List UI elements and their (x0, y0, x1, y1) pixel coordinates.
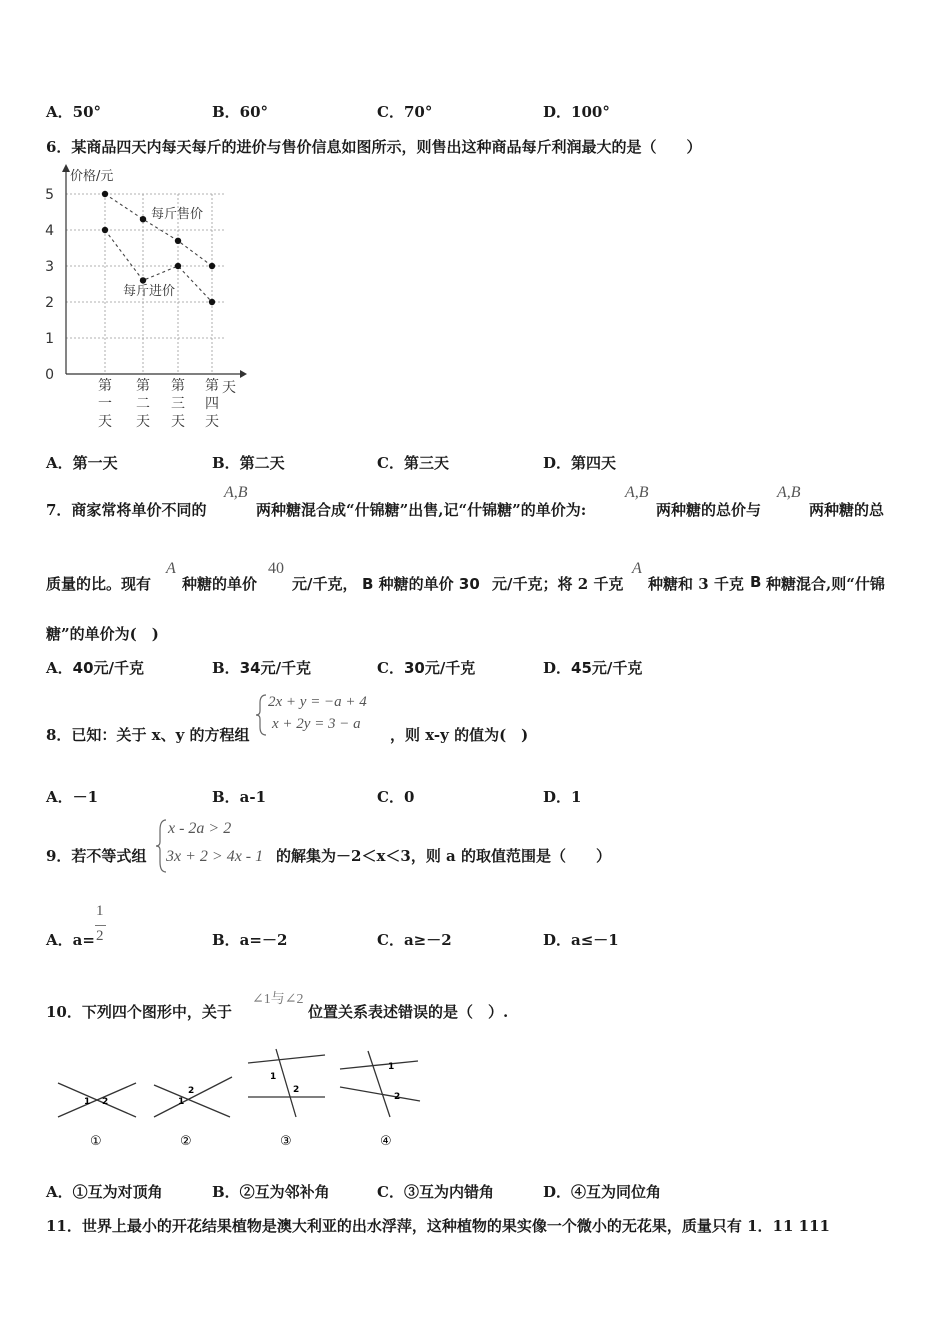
q9-option-d: D．a≤－1 (543, 931, 619, 949)
q7-line2-f: 种糖和 3 千克 (648, 575, 744, 593)
q8-eq1: 2x + y = −a + 4 (268, 694, 367, 710)
q8-eq2: x + 2y = 3 − a (272, 716, 361, 732)
q6-option-d: D．第四天 (543, 454, 617, 472)
q8-option-b: B．a-1 (212, 788, 267, 806)
q11-stem: 11．世界上最小的开花结果植物是澳大利亚的出水浮萍，这种植物的果实像一个微小的无花果，质量只有 1．11 111 (46, 1217, 830, 1235)
y-axis-label: 价格/元 (70, 169, 114, 184)
q10-stem-a: 10．下列四个图形中，关于 (46, 1003, 232, 1021)
x-axis-arrow (240, 370, 247, 378)
y-axis-arrow (62, 164, 70, 172)
figure-1 (58, 1083, 136, 1149)
q9-option-b: B．a=－2 (212, 931, 288, 949)
q8-option-d: D．1 (543, 788, 582, 806)
series-0-point-3 (209, 263, 215, 269)
q7-line1-b: 两种糖混合成“什锦糖”出售,记“什锦糖”的单价为: (256, 501, 587, 519)
x-tick-1-char-2: 天 (98, 414, 112, 430)
x-tick-2-char-1: 二 (136, 396, 150, 412)
q7-option-b: B．34元/千克 (212, 659, 312, 677)
fig3-number: ③ (280, 1134, 292, 1149)
fig4-label-1: 1 (388, 1062, 395, 1072)
q9-frac-bar (95, 925, 106, 926)
x-tick-4-char-2: 天 (205, 414, 219, 430)
q10-option-b: B．②互为邻补角 (212, 1183, 330, 1201)
q9-frac-num: 1 (96, 903, 104, 919)
figure-3 (248, 1049, 325, 1149)
figure-4 (340, 1051, 420, 1149)
series-0-point-0 (102, 191, 108, 197)
q9-ineq2: 3x + 2 > 4x - 1 (166, 848, 264, 865)
y-tick-2: 2 (45, 295, 54, 311)
q10-option-d: D．④互为同位角 (543, 1183, 662, 1201)
series-1-point-3 (209, 299, 215, 305)
y-tick-1: 1 (45, 331, 54, 347)
q7-option-d: D．45元/千克 (543, 659, 643, 677)
q9-frac-den: 2 (96, 928, 104, 944)
fig1-label-1: 1 (84, 1097, 91, 1107)
series-label-buy: 每斤进价 (123, 284, 176, 299)
x-tick-3-char-0: 第 (171, 378, 185, 394)
q6-option-c: C．第三天 (377, 454, 449, 472)
fig4-number: ④ (380, 1134, 392, 1149)
q10-stem-b: 位置关系表述错误的是（ ）. (308, 1003, 509, 1021)
q9-stem-b: 的解集为－2＜x＜3，则 a 的取值范围是（ ） (276, 847, 611, 865)
series-0-point-1 (140, 216, 146, 222)
q7-a-1: A (166, 560, 176, 577)
series-1-point-1 (140, 277, 146, 283)
q5-option-d: D．100° (543, 103, 610, 121)
y-tick-0: 0 (45, 367, 54, 383)
q5-option-a: A．50° (46, 103, 102, 121)
q9-stem-a: 9．若不等式组 (46, 847, 147, 865)
y-tick-4: 4 (45, 223, 54, 239)
q9-ineq1: x - 2a > 2 (168, 820, 232, 837)
series-0-point-2 (175, 238, 181, 244)
fig1-label-2: 2 (102, 1097, 109, 1107)
q10-option-c: C．③互为内错角 (377, 1183, 494, 1201)
fig3-label-1: 1 (270, 1072, 277, 1082)
q8-option-a: A．－1 (46, 788, 99, 806)
q7-line2-e: 元/千克；将 2 千克 (492, 575, 624, 593)
fig4-label-2: 2 (394, 1092, 401, 1102)
q8-stem-b: ，则 x-y 的值为( ) (390, 726, 529, 744)
q6-option-b: B．第二天 (212, 454, 285, 472)
q7-a-2: A (632, 560, 642, 577)
fig2-label-1: 1 (178, 1097, 185, 1107)
q6-price-chart (40, 160, 250, 430)
q5-option-c: C．70° (377, 103, 433, 121)
q7-forty: 40 (268, 560, 284, 577)
x-tick-2-char-0: 第 (136, 378, 150, 394)
series-1-point-0 (102, 227, 108, 233)
fig1-number: ① (90, 1134, 102, 1149)
q5-option-b: B．60° (212, 103, 269, 121)
x-tick-3-char-2: 天 (171, 414, 185, 430)
q7-ab-3: A,B (777, 484, 801, 501)
q10-figures (50, 1045, 440, 1155)
q7-line1-d: 两种糖的总 (809, 501, 885, 519)
series-label-sell: 每斤售价 (151, 207, 204, 222)
q7-option-a: A．40元/千克 (46, 659, 144, 677)
q6-option-a: A．第一天 (46, 454, 118, 472)
q7-line2-d: B 种糖的单价 30 (362, 575, 480, 593)
x-tick-1-char-1: 一 (98, 396, 112, 412)
x-tick-4-char-1: 四 (205, 396, 219, 412)
q8-option-c: C．0 (377, 788, 415, 806)
q7-line3: 糖”的单价为( ) (46, 625, 159, 643)
figure-2 (154, 1077, 232, 1149)
fig2-label-2: 2 (188, 1086, 195, 1096)
fig2-number: ② (180, 1134, 192, 1149)
q10-angles: ∠1与∠2 (252, 992, 304, 1007)
q7-ab-2: A,B (625, 484, 649, 501)
y-tick-3: 3 (45, 259, 54, 275)
q7-line2-g: B (750, 573, 762, 591)
q7-line2-c: 元/千克， (292, 575, 358, 593)
q8-brace (256, 693, 268, 737)
series-1-point-2 (175, 263, 181, 269)
q10-option-a: A．①互为对顶角 (46, 1183, 163, 1201)
q6-stem: 6．某商品四天内每天每斤的进价与售价信息如图所示，则售出这种商品每斤利润最大的是（ ） (46, 138, 702, 156)
q7-line2-a: 质量的比。现有 (46, 575, 152, 593)
fig3-label-2: 2 (293, 1085, 300, 1095)
y-tick-5: 5 (45, 187, 54, 203)
x-tick-4-char-0: 第 (205, 378, 219, 394)
q9-option-a-prefix: A．a= (46, 931, 95, 949)
q9-option-c: C．a≥－2 (377, 931, 452, 949)
x-tick-1-char-0: 第 (98, 378, 112, 394)
x-axis-label: 天 (222, 380, 236, 396)
x-tick-3-char-1: 三 (171, 396, 185, 412)
q7-line1-a: 7．商家常将单价不同的 (46, 501, 207, 519)
q7-line2-b: 种糖的单价 (182, 575, 258, 593)
q7-line2-h: 种糖混合,则“什锦 (766, 575, 885, 593)
q7-line1-c: 两种糖的总价与 (656, 501, 762, 519)
x-tick-2-char-2: 天 (136, 414, 150, 430)
q7-ab-1: A,B (224, 484, 248, 501)
q7-option-c: C．30元/千克 (377, 659, 476, 677)
q8-stem-a: 8．已知：关于 x、y 的方程组 (46, 726, 250, 744)
